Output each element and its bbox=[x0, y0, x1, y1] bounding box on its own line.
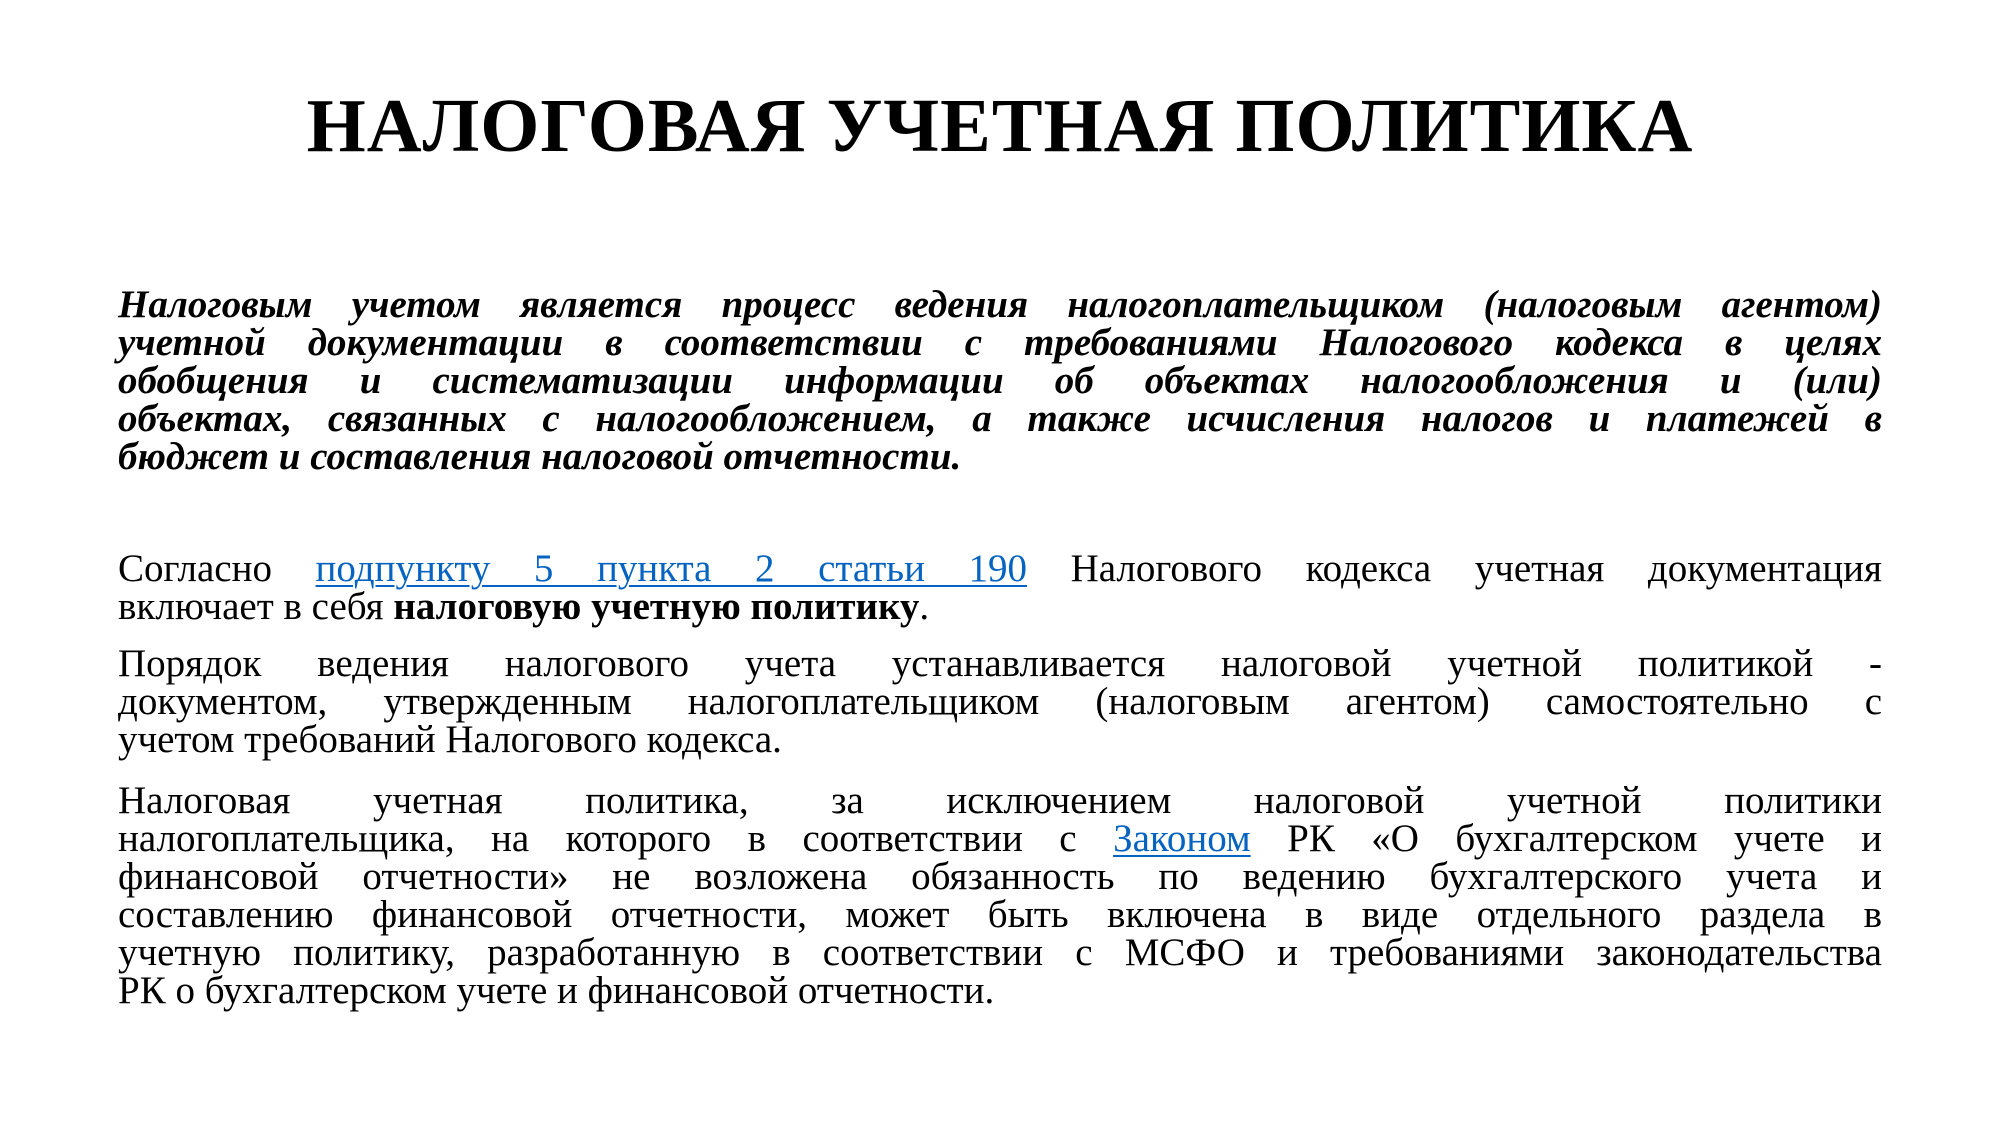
text-line: обобщения и систематизации информации об объектах налогообложения и (или) bbox=[118, 359, 1882, 402]
text-segment: включает в себя bbox=[118, 585, 394, 628]
bold-term: налоговую учетную политику bbox=[393, 585, 920, 628]
paragraph-nup bbox=[118, 779, 1882, 1012]
text-line: Налоговым учетом является процесс ведения налогоплательщиком (налоговым агентом) bbox=[118, 283, 1882, 326]
text-segment: РК «О бухгалтерском учете и bbox=[1250, 817, 1882, 860]
text-line: составлению финансовой отчетности, может быть включена в виде отдельного раздела в bbox=[118, 893, 1882, 936]
text-line: документом, утвержденным налогоплательщиком (налоговым агентом) самостоятельно с bbox=[118, 680, 1882, 723]
text-segment: Согласно bbox=[118, 547, 316, 590]
text-segment: налогоплательщика, на которого в соответствии с bbox=[118, 817, 1114, 860]
text-line: РК о бухгалтерском учете и финансовой отчетности. bbox=[118, 969, 995, 1012]
page-title: НАЛОГОВАЯ УЧЕТНАЯ ПОЛИТИКА bbox=[306, 84, 1694, 168]
text-line: учетную политику, разработанную в соответствии с МСФО и требованиями законодательства bbox=[118, 931, 1882, 974]
text-segment: . bbox=[919, 585, 930, 628]
text-line: учетной документации в соответствии с требованиями Налогового кодекса в целях bbox=[118, 321, 1882, 364]
text-line: учетом требований Налогового кодекса. bbox=[118, 718, 782, 761]
text-line: бюджет и составления налоговой отчетности. bbox=[118, 435, 962, 478]
text-line: Порядок ведения налогового учета устанавливается налоговой учетной политикой - bbox=[118, 642, 1882, 685]
text-line: финансовой отчетности» не возложена обязанность по ведению бухгалтерского учета и bbox=[118, 855, 1882, 898]
slide-body bbox=[0, 283, 2000, 1012]
text-line bbox=[118, 817, 1882, 860]
text-line: объектах, связанных с налогообложением, а также исчисления налогов и платежей в bbox=[118, 397, 1882, 440]
link-law[interactable]: Законом bbox=[1113, 817, 1251, 860]
intro-paragraph bbox=[118, 283, 1882, 478]
link-article-190[interactable]: подпункту 5 пункта 2 статьи 190 bbox=[315, 547, 1027, 590]
paragraph-article-190 bbox=[118, 547, 1882, 628]
text-line: Налоговая учетная политика, за исключением налоговой учетной политики bbox=[118, 779, 1882, 822]
paragraph-poryadok bbox=[118, 642, 1882, 761]
text-segment: Налогового кодекса учетная документация bbox=[1027, 547, 1882, 590]
text-line bbox=[118, 585, 1882, 628]
text-line bbox=[118, 547, 1882, 590]
